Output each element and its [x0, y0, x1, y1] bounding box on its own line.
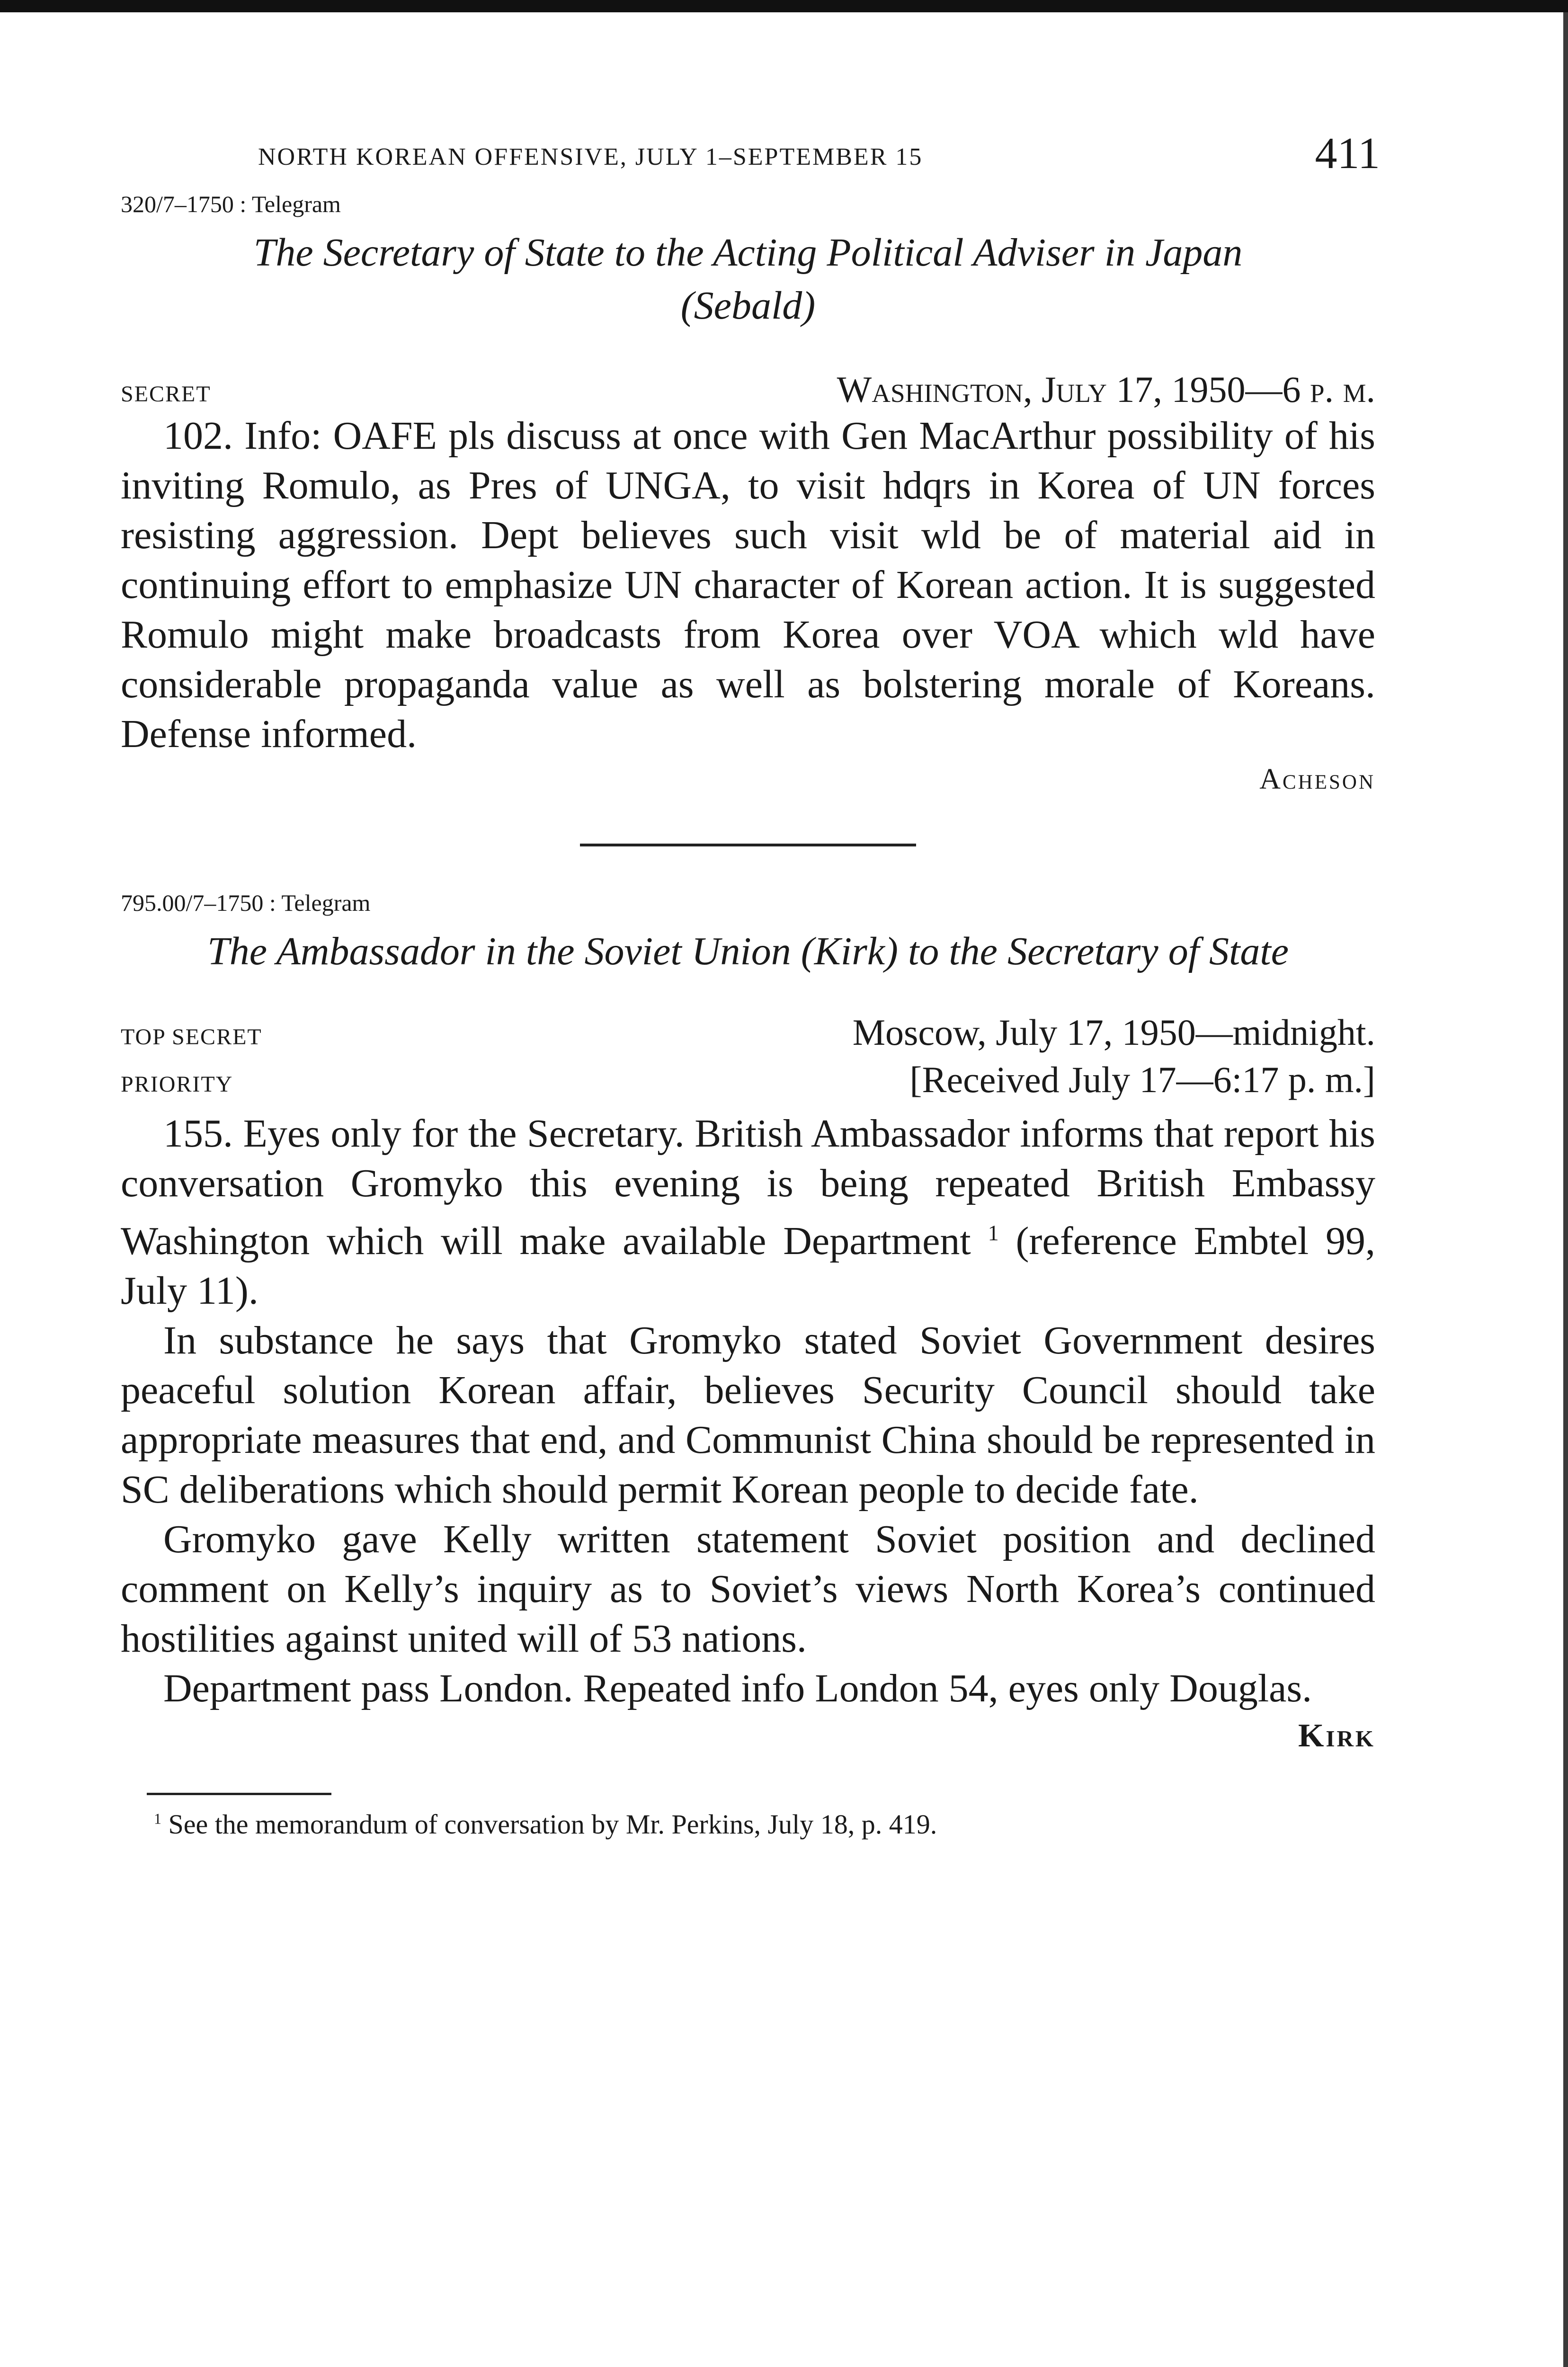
- paragraph-text-end: (reference Embtel 99, July 11).: [121, 1219, 1375, 1313]
- paragraph: Department pass London. Repeated info London 54, eyes only Douglas.: [163, 1666, 1312, 1710]
- place-date: Moscow, July 17, 1950—midnight.: [852, 1012, 1375, 1053]
- paragraph: In substance he says that Gromyko stated Soviet Government desires peaceful solution Korean affair, believes Security Council should take appropriate measures that end, and Communist China should be represented in SC deliberations which should permit Korean people to decide fate.: [121, 1318, 1375, 1512]
- document-title: The Ambassador in the Soviet Union (Kirk) to the Secretary of State: [207, 929, 1289, 973]
- paragraph: Gromyko gave Kelly written statement Soviet position and declined comment on Kelly’s inquiry as to Soviet’s views North Korea’s continued hostilities against united will of 53 nations.: [121, 1517, 1375, 1661]
- scan-right-edge: [1563, 12, 1568, 2367]
- footnote: [154, 1808, 1375, 1840]
- title-line-2: (Sebald): [680, 284, 816, 328]
- paragraph-text: 155. Eyes only for the Secretary. British Ambassador informs that report his conversation Gromyko this evening is being repeated British Embassy Washington which will make available Department: [121, 1112, 1375, 1263]
- file-reference: 320/7–1750 : Telegram: [121, 191, 341, 217]
- received-stamp: [Received July 17—6:17 p. m.]: [909, 1059, 1375, 1100]
- page-number: 411: [1315, 129, 1380, 178]
- footnote-text: See the memorandum of conversation by Mr. Perkins, July 18, p. 419.: [161, 1809, 937, 1840]
- running-head: [121, 114, 1380, 180]
- telegram-body: [121, 1109, 1375, 1713]
- section-divider: [580, 844, 916, 846]
- running-title: NORTH KOREAN OFFENSIVE, JULY 1–SEPTEMBER 15: [258, 143, 923, 170]
- paragraph: 102. Info: OAFE pls discuss at once with Gen MacArthur possibility of his inviting Romulo, as Pres of UNGA, to visit hdqrs in Korea of UN forces resisting aggression. Dept believes such visit wld be of material aid in continuing effort to emphasize UN character of Korean action. It is suggested Romulo might make broadcasts from Korea over VOA which wld have considerable propaganda value as well as bolstering morale of Koreans. Defense informed.: [121, 414, 1375, 756]
- document-title: [121, 226, 1375, 332]
- signature: Acheson: [1259, 763, 1375, 795]
- classification-row: [121, 1006, 1375, 1054]
- document-page: [121, 114, 1380, 1840]
- paragraph: [121, 1109, 1375, 1316]
- place-date: Washington, July 17, 1950—6 p. m.: [837, 369, 1375, 410]
- footnote-marker: 1: [988, 1221, 999, 1245]
- priority-label: PRIORITY: [121, 1072, 233, 1097]
- telegram-1: [121, 190, 1375, 796]
- scan-top-edge: [0, 0, 1568, 12]
- telegram-body: [121, 411, 1375, 759]
- footnote-rule: [147, 1793, 331, 1795]
- classification-label: TOP SECRET: [121, 1024, 262, 1050]
- priority-row: [121, 1054, 1375, 1101]
- classification-row: [121, 364, 1375, 411]
- classification-label: SECRET: [121, 382, 211, 407]
- signature: Kirk: [1298, 1717, 1375, 1754]
- file-reference: 795.00/7–1750 : Telegram: [121, 890, 371, 916]
- telegram-2: [121, 889, 1375, 1755]
- footnote-mark: 1: [154, 1810, 161, 1827]
- title-line-1: The Secretary of State to the Acting Political Adviser in Japan: [253, 231, 1243, 275]
